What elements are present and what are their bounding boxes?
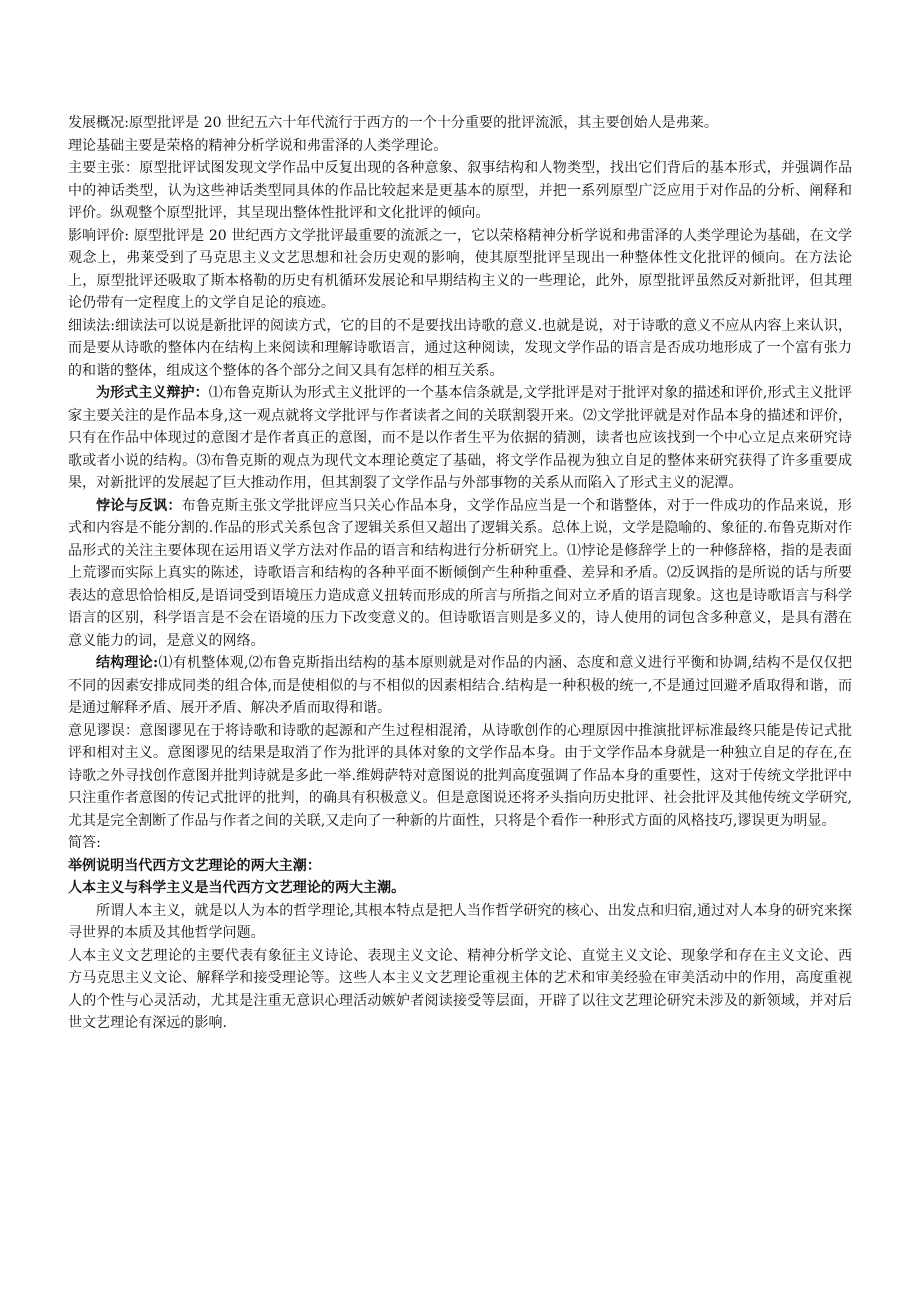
heading-paradox-irony: 悖论与反讽： (96, 497, 182, 514)
paragraph-structure-theory (68, 652, 852, 720)
text-paradox-irony: 布鲁克斯主张文学批评应当只关心作品本身，文学作品应当是一个和谐整体，对于一件成功的作品来说，形式和内容是不能分割的.作品的形式关系包含了逻辑关系但又超出了逻辑关系。总体上说，文学是隐喻的、象征的.布鲁克斯对作品形式的关注主要体现在运用语义学方法对作品的语言和结构进行分析研究上。⑴悖论是修辞学上的一种修辞格，指的是表面上荒谬而实际上真实的陈述，诗歌语言和结构的各种平面不断倾倒产生种种重叠、差异和矛盾。⑵反讽指的是所说的话与所要表达的意思恰恰相反,是语词受到语境压力造成意义扭转而形成的所言与所指之间对立矛盾的语言现象。这也是诗歌语言与科学语言的区别，科学语言是不会在语境的压力下改变意义的。但诗歌语言则是多义的，诗人使用的词包含多种意义，是具有潜在意义能力的词，是意义的网络。 (68, 497, 852, 649)
paragraph-development-overview: 发展概况:原型批评是 20 世纪五六十年代流行于西方的一个十分重要的批评流派，其主要创始人是弗莱。 (68, 115, 718, 131)
text-structure-theory: ⑴有机整体观,⑵布鲁克斯指出结构的基本原则就是对作品的内涵、态度和意义进行平衡和协调,结构不是仅仅把不同的因素安排成同类的组合体,而是使相似的与不相似的因素相结合.结构是一种积极的统一,不是通过回避矛盾取得和谐，而是通过解释矛盾、展开矛盾、解决矛盾而取得和谐。 (68, 655, 852, 716)
paragraph-main-claims: 主要主张：原型批评试图发现文学作品中反复出现的各种意象、叙事结构和人物类型，找出它们背后的基本形式，并强调作品中的神话类型，认为这些神话类型同具体的作品比较起来是更基本的原型，并把一系列原型广泛应用于对作品的分析、阐释和评价。纵观整个原型批评，其呈现出整体性批评和文化批评的倾向。 (68, 160, 852, 221)
paragraph-defense-of-formalism (68, 382, 852, 495)
paragraph-theoretical-basis: 理论基础主要是荣格的精神分析学说和弗雷泽的人类学理论。 (68, 137, 448, 154)
question-heading: 举例说明当代西方文艺理论的两大主潮： (68, 857, 321, 874)
paragraph-intentional-fallacy: 意见谬误：意图谬见在于将诗歌和诗歌的起源和产生过程相混淆，从诗歌创作的心理原因中推演批评标准最终只能是传记式批评和相对主义。意图谬见的结果是取消了作为批评的具体对象的文学作品本身。由于文学作品本身就是一种独立自足的存在,在诗歌之外寻找创作意图并批判诗就是多此一举.维姆萨特对意图说的批判高度强调了作品本身的重要性，这对于传统文学批评中只注重作者意图的传记式批评的批判，的确具有积极意义。但是意图说还将矛头指向历史批评、社会批评及其他传统文学研究,尤其是完全割断了作品与作者之间的关联,又走向了一种新的片面性，只将是个看作一种形式方面的风格技巧,谬误更为明显。 (68, 722, 852, 829)
paragraph-influence-evaluation: 影响评价: 原型批评是 20 世纪西方文学批评最重要的流派之一，它以荣格精神分析学说和弗雷泽的人类学理论为基础，在文学观念上，弗莱受到了马克思主义文艺思想和社会历史观的影响，使其原型批评呈现出一种整体性文化批评的倾向。在方法论上，原型批评还吸取了斯本格勒的历史有机循环发展论和早期结构主义的一些理论，此外，原型批评虽然反对新批评，但其理论仍带有一定程度上的文学自足论的痕迹。 (68, 227, 852, 311)
text-defense-of-formalism: ⑴布鲁克斯认为形式主义批评的一个基本信条就是,文学批评是对于批评对象的描述和评价,形式主义批评家主要关注的是作品本身,这一观点就将文学批评与作者读者之间的关联割裂开来。⑵文学批评就是对作品本身的描述和评价，只有在作品中体现过的意图才是作者真正的意图，而不是以作者生平为依据的猜测，读者也应该找到一个中心立足点来研究诗歌或者小说的结构。⑶布鲁克斯的观点为现代文本理论奠定了基础，将文学作品视为独立自足的整体来研究获得了许多重要成果，对新批评的发展起了巨大推动作用，但其割裂了文学作品与外部事物的关系从而陷入了形式主义的泥潭。 (68, 385, 852, 491)
section-short-answer: 简答: (68, 835, 101, 851)
heading-defense-of-formalism: 为形式主义辩护： (96, 385, 209, 401)
answer-heading: 人本主义与科学主义是当代西方文艺理论的两大主潮。 (68, 880, 406, 896)
paragraph-close-reading: 细读法:细读法可以说是新批评的阅读方式，它的目的不是要找出诗歌的意义.也就是说，对于诗歌的意义不应从内容上来认识，而是要从诗歌的整体内在结构上来阅读和理解诗歌语言，通过这种阅读，发现文学作品的语言是否成功地形成了一个富有张力的和谐的整体，组成这个整体的各个部分之间又具有怎样的相互关系。 (68, 317, 852, 379)
paragraph-humanism-representatives: 人本主义文艺理论的主要代表有象征主义诗论、表现主义文论、精神分析学文论、直觉主义文论、现象学和存在主义文论、西方马克思主义文论、解释学和接受理论等。这些人本主义文艺理论重视主体的艺术和审美经验在审美活动中的作用，高度重视人的个性与心灵活动，尤其是注重无意识心理活动嫉妒者阅读接受等层面，开辟了以往文艺理论研究未涉及的新领域，并对后世文艺理论有深远的影响. (68, 947, 852, 1031)
document-body (68, 112, 852, 1035)
paragraph-paradox-irony (68, 495, 852, 653)
heading-structure-theory: 结构理论: (96, 655, 159, 671)
paragraph-humanism-definition: 所谓人本主义，就是以人为本的哲学理论,其根本特点是把人当作哲学研究的核心、出发点和归宿,通过对人本身的研究来探寻世界的本质及其他哲学问题。 (68, 902, 852, 941)
